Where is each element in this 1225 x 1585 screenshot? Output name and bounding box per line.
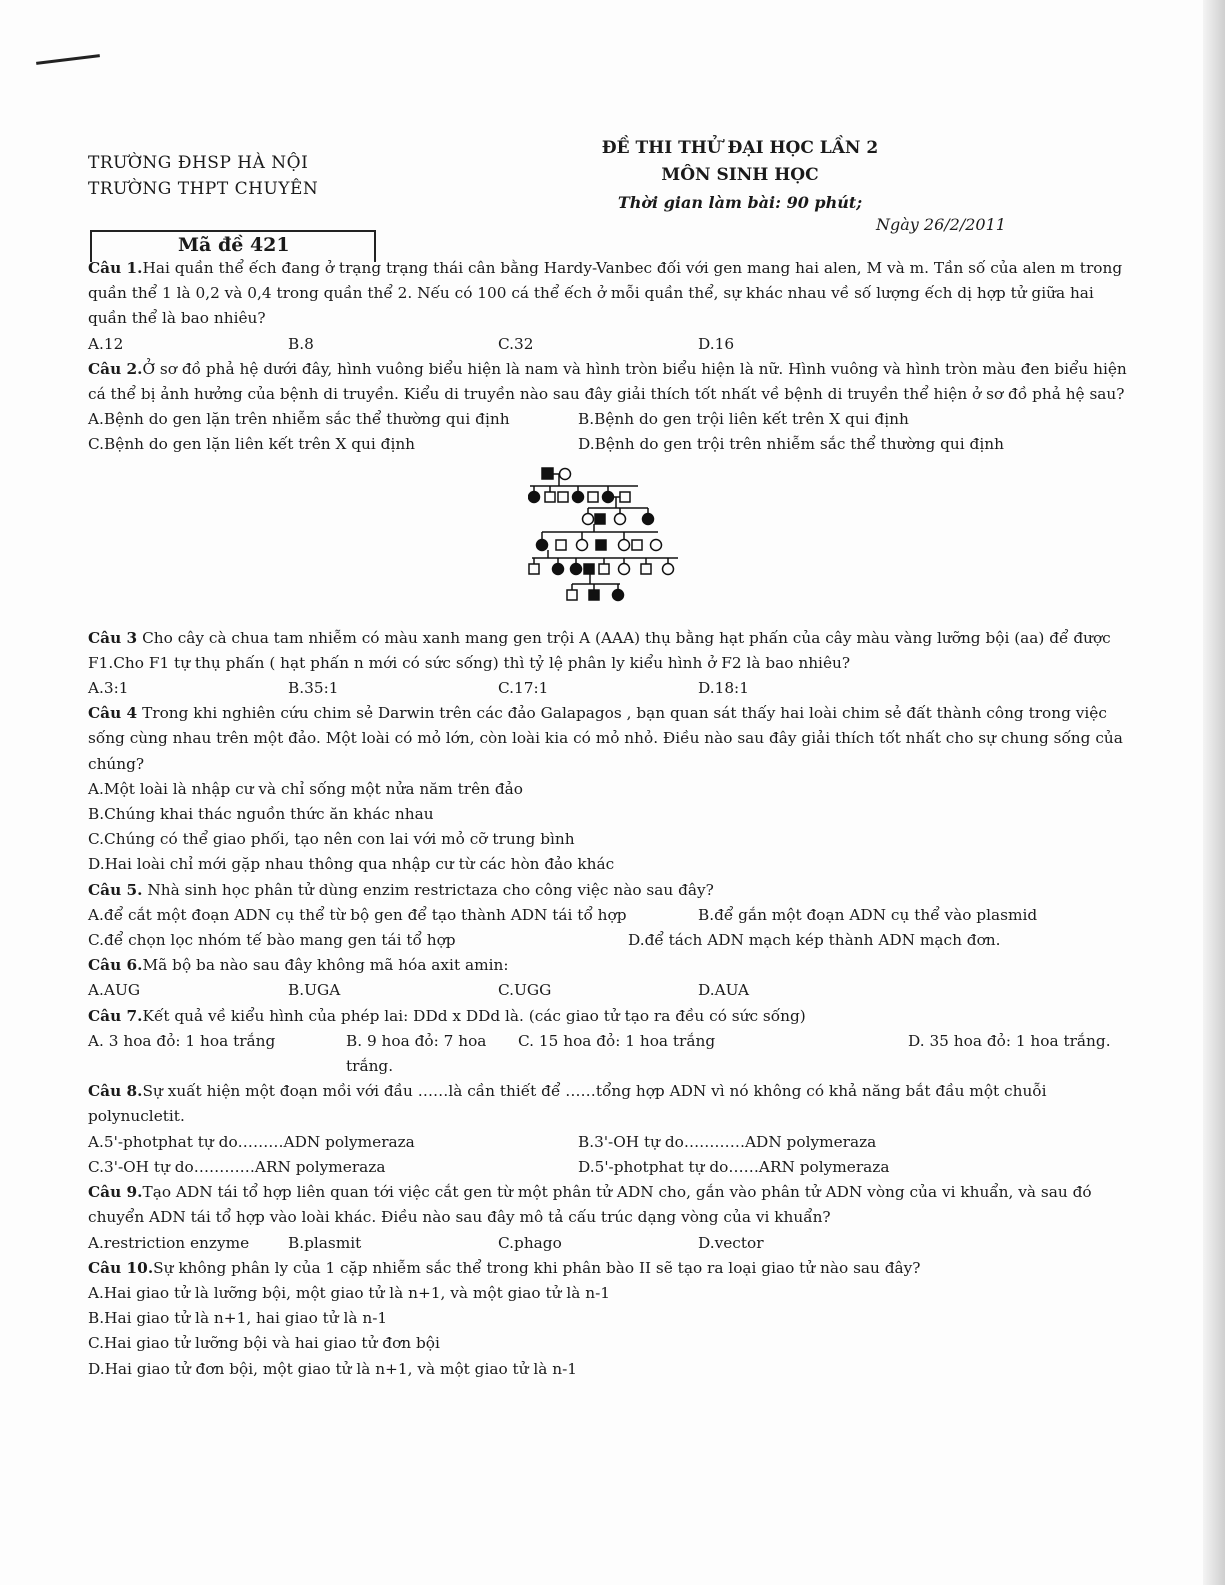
option-d: D.để tách ADN mạch kép thành ADN mạch đơn. [628,931,1001,950]
option-b: B.Bệnh do gen trội liên kết trên X qui định [578,410,909,429]
question-9-options [88,1231,1128,1256]
question-5-options-row1 [88,903,1128,928]
exam-subject: MÔN SINH HỌC [661,165,819,185]
question-1-options [88,332,1128,357]
option-d: D.18:1 [698,679,749,698]
question-7 [88,1004,1128,1029]
question-label: Câu 4 [88,704,138,723]
question-label: Câu 6. [88,956,143,975]
question-8-options-row2 [88,1155,1128,1180]
option-a: A.Bệnh do gen lặn trên nhiễm sắc thể thường qui định [88,410,510,429]
question-3 [88,626,1128,676]
option-d: D.5'-photphat tự do……ARN polymeraza [578,1157,890,1176]
question-3-options [88,676,1128,701]
option-c: C.để chọn lọc nhóm tế bào mang gen tái tổ hợp [88,931,456,950]
question-label: Câu 10. [88,1258,154,1277]
question-text: Sự không phân ly của 1 cặp nhiễm sắc thể trong khi phân bào II sẽ tạo ra loại giao tử nào sau đây? [153,1258,921,1277]
option-d: D. 35 hoa đỏ: 1 hoa trắng. [908,1031,1111,1050]
option-a: A.để cắt một đoạn ADN cụ thể từ bộ gen để tạo thành ADN tái tổ hợp [88,905,627,924]
option-c: C.Hai giao tử lưỡng bội và hai giao tử đơn bội [88,1334,440,1353]
option-c: C.Bệnh do gen lặn liên kết trên X qui định [88,435,416,454]
option-a: A.3:1 [88,679,129,698]
option-d: D.vector [698,1233,764,1252]
question-list [88,256,1128,1382]
option-d: D.AUA [698,981,750,1000]
question-7-options [88,1029,1128,1079]
question-text: Ở sơ đồ phả hệ dưới đây, hình vuông biểu hiện là nam và hình tròn biểu hiện là nữ. Hình vuông và hình tròn màu đen biểu hiện cá thể bị ảnh hưởng của bệnh di truyền. Kiểu di truyền nào sau đây giải thích tốt nhất về bệnh di truyền thể hiện ở sơ đồ phả hệ sau? [88,359,1127,404]
option-c: C.Chúng có thể giao phối, tạo nên con lai với mỏ cỡ trung bình [88,830,575,849]
question-label: Câu 9. [88,1183,143,1202]
option-c: C. 15 hoa đỏ: 1 hoa trắng [518,1031,716,1050]
option-a: A.12 [88,334,124,353]
question-label: Câu 1. [88,259,143,277]
question-4 [88,701,1128,777]
option-a: A.Hai giao tử là lưỡng bội, một giao tử là n+1, và một giao tử là n-1 [88,1283,610,1302]
exam-time: Thời gian làm bài: 90 phút; [617,193,863,212]
pedigree-diagram [528,466,698,626]
option-d: D.Bệnh do gen trội trên nhiễm sắc thể thường qui định [578,435,1004,454]
option-c: C.32 [498,334,534,353]
option-a: A.5'-photphat tự do………ADN polymeraza [88,1132,415,1151]
question-10 [88,1256,1128,1281]
question-label: Câu 3 [88,628,138,647]
question-5-options-row2 [88,928,1128,953]
option-b: B.UGA [288,981,341,1000]
question-8 [88,1079,1128,1129]
option-a: A.Một loài là nhập cư và chỉ sống một nửa năm trên đảo [88,779,524,798]
question-text: Hai quần thể ếch đang ở trạng trạng thái cân bằng Hardy-Vanbec đối với gen mang hai alen, M và m. Tần số của alen m trong quần thể 1 là 0,2 và 0,4 trong quần thể 2. Nếu có 100 cá thể ếch ở mỗi quần thể, sự khác nhau về số lượng ếch dị hợp tử giữa hai quần thể là bao nhiêu? [88,259,1123,328]
question-label: Câu 2. [88,359,143,378]
option-c: C.17:1 [498,679,549,698]
school-line-2: TRƯỜNG THPT CHUYÊN [88,179,319,199]
question-label: Câu 5. [88,880,143,899]
option-b: B. 9 hoa đỏ: 7 hoa trắng. [346,1031,487,1076]
exam-header [540,135,940,216]
question-text: Cho cây cà chua tam nhiễm có màu xanh mang gen trội A (AAA) thụ bằng hạt phấn của cây màu vàng lưỡng bội (aa) để được F1.Cho F1 tự thụ phấn ( hạt phấn n mới có sức sống) thì tỷ lệ phân ly kiểu hình ở F2 là bao nhiêu? [88,628,1111,672]
option-b: B.để gắn một đoạn ADN cụ thể vào plasmid [698,905,1038,924]
question-text: Kết quả về kiểu hình của phép lai: DDd x DDd là. (các giao tử tạo ra đều có sức sống) [142,1006,806,1025]
question-6 [88,953,1128,978]
option-a: A.restriction enzyme [88,1233,250,1252]
question-2-options-row2 [88,432,1128,457]
pedigree-female [560,468,571,479]
question-label: Câu 8. [88,1082,143,1101]
question-text: Nhà sinh học phân tử dùng enzim restrictaza cho công việc nào sau đây? [147,880,714,899]
option-b: B.Chúng khai thác nguồn thức ăn khác nhau [88,805,434,824]
pedigree-male-affected [542,468,553,479]
option-b: B.plasmit [288,1233,362,1252]
scan-edge-shadow [1203,0,1225,1585]
school-line-1: TRƯỜNG ĐHSP HÀ NỘI [88,153,309,173]
question-text: Trong khi nghiên cứu chim sẻ Darwin trên các đảo Galapagos , bạn quan sát thấy hai loài chim sẻ đất thành công trong việc sống cùng nhau trên một đảo. Một loài có mỏ lớn, còn loài kia có mỏ nhỏ. Điều nào sau đây giải thích tốt nhất cho sự chung sống của chúng? [88,704,1123,773]
question-2 [88,357,1128,407]
exam-date: Ngày 26/2/2011 [876,215,1006,234]
question-1 [88,256,1128,332]
exam-code: Mã đề 421 [178,234,290,256]
option-a: A.AUG [88,981,141,1000]
option-b: B.8 [288,334,314,353]
question-8-options-row1 [88,1130,1128,1155]
question-5 [88,878,1128,903]
option-c: C.phago [498,1233,562,1252]
question-9 [88,1180,1128,1230]
option-b: B.3'-OH tự do…………ADN polymeraza [578,1132,877,1151]
option-b: B.Hai giao tử là n+1, hai giao tử là n-1 [88,1309,388,1328]
option-d: D.Hai giao tử đơn bội, một giao tử là n+1, và một giao tử là n-1 [88,1359,578,1378]
scan-mark [36,54,100,65]
question-2-options-row1 [88,407,1128,432]
school-header [88,150,318,202]
question-text: Sự xuất hiện một đoạn mồi với đầu ……là cần thiết để ……tổng hợp ADN vì nó không có khả năng bắt đầu một chuỗi polynucletit. [88,1082,1047,1126]
exam-title: ĐỀ THI THỬ ĐẠI HỌC LẦN 2 [601,138,879,158]
question-text: Tạo ADN tái tổ hợp liên quan tới việc cắt gen từ một phân tử ADN cho, gắn vào phân tử ADN vòng của vi khuẩn, và sau đó chuyển ADN tái tổ hợp vào loài khác. Điều nào sau đây mô tả cấu trúc dạng vòng của vi khuẩn? [88,1183,1092,1227]
question-text: Mã bộ ba nào sau đây không mã hóa axit amin: [142,956,509,975]
option-b: B.35:1 [288,679,339,698]
option-c: C.3'-OH tự do…………ARN polymeraza [88,1157,386,1176]
option-c: C.UGG [498,981,552,1000]
question-label: Câu 7. [88,1006,143,1025]
option-a: A. 3 hoa đỏ: 1 hoa trắng [88,1031,276,1050]
question-6-options [88,978,1128,1003]
option-d: D.16 [698,334,735,353]
option-d: D.Hai loài chỉ mới gặp nhau thông qua nhập cư từ các hòn đảo khác [88,855,615,874]
